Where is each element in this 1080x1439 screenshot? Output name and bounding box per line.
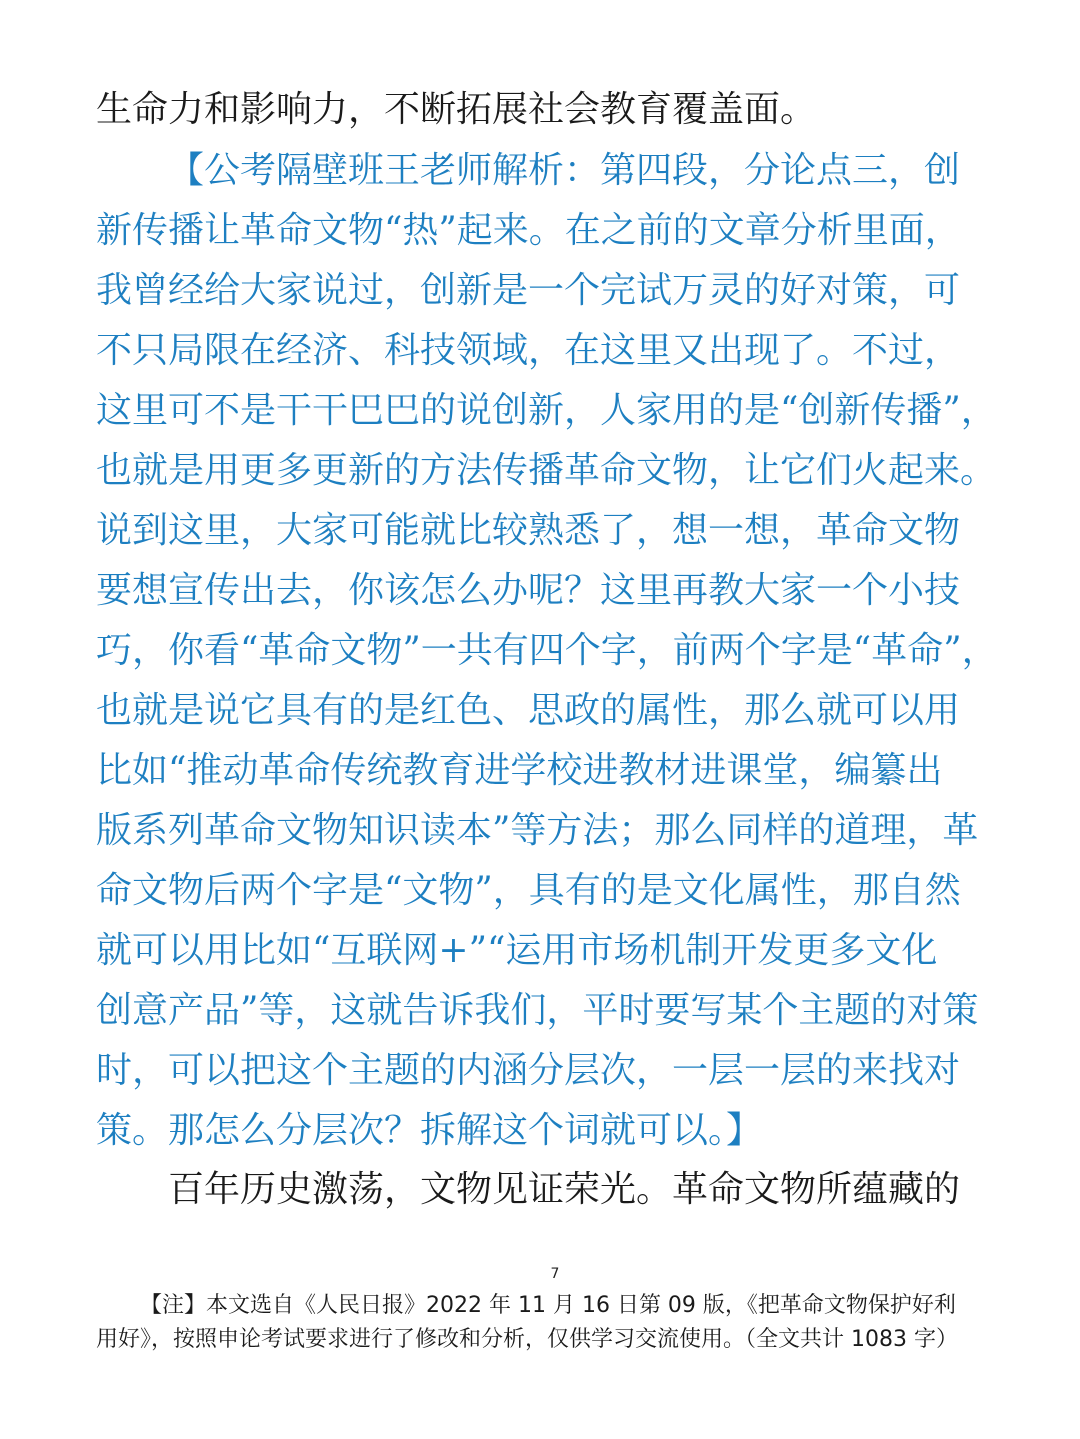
paragraph-end-line: 生命力和影响力，不断拓展社会教育覆盖面。	[96, 89, 817, 130]
analysis-line: 也就是用更多更新的方法传播革命文物，让它们火起来。	[96, 450, 997, 491]
analysis-line: 版系列革命文物知识读本”等方法；那么同样的道理，革	[96, 810, 979, 851]
analysis-line: 命文物后两个字是“文物”，具有的是文化属性，那自然	[96, 870, 961, 911]
analysis-line: 就可以用比如“互联网+”“运用市场机制开发更多文化	[96, 930, 938, 971]
analysis-line: 也就是说它具有的是红色、思政的属性，那么就可以用	[96, 690, 961, 731]
footer-note-line: 用好》，按照申论考试要求进行了修改和分析，仅供学习交流使用。（全文共计 1083 字）	[96, 1327, 958, 1352]
analysis-line: 新传播让革命文物“热”起来。在之前的文章分析里面，	[96, 210, 961, 251]
analysis-line: 我曾经给大家说过，创新是一个完试万灵的好对策，可	[96, 270, 961, 311]
analysis-line: 巧，你看“革命文物”一共有四个字，前两个字是“革命”，	[96, 630, 998, 671]
analysis-line: 要想宣传出去，你该怎么办呢？这里再教大家一个小技	[96, 570, 961, 611]
analysis-line: 【公考隔壁班王老师解析：第四段，分论点三，创	[168, 150, 961, 191]
analysis-line: 比如“推动革命传统教育进学校进教材进课堂，编纂出	[96, 750, 943, 791]
page-number: 7	[550, 1266, 560, 1282]
analysis-line: 这里可不是干干巴巴的说创新，人家用的是“创新传播”，	[96, 390, 997, 431]
analysis-line: 时，可以把这个主题的内涵分层次，一层一层的来找对	[96, 1050, 961, 1091]
footer-note-line: 【注】本文选自《人民日报》2022 年 11 月 16 日第 09 版，《把革命文物保护好利	[140, 1293, 956, 1318]
analysis-line: 不只局限在经济、科技领域，在这里又出现了。不过，	[96, 330, 961, 371]
analysis-line: 策。那怎么分层次？拆解这个词就可以。】	[96, 1110, 763, 1151]
analysis-line: 说到这里，大家可能就比较熟悉了，想一想，革命文物	[96, 510, 961, 551]
analysis-line: 创意产品”等，这就告诉我们，平时要写某个主题的对策	[96, 990, 979, 1031]
next-paragraph-line: 百年历史激荡，文物见证荣光。革命文物所蕴藏的	[168, 1169, 961, 1210]
